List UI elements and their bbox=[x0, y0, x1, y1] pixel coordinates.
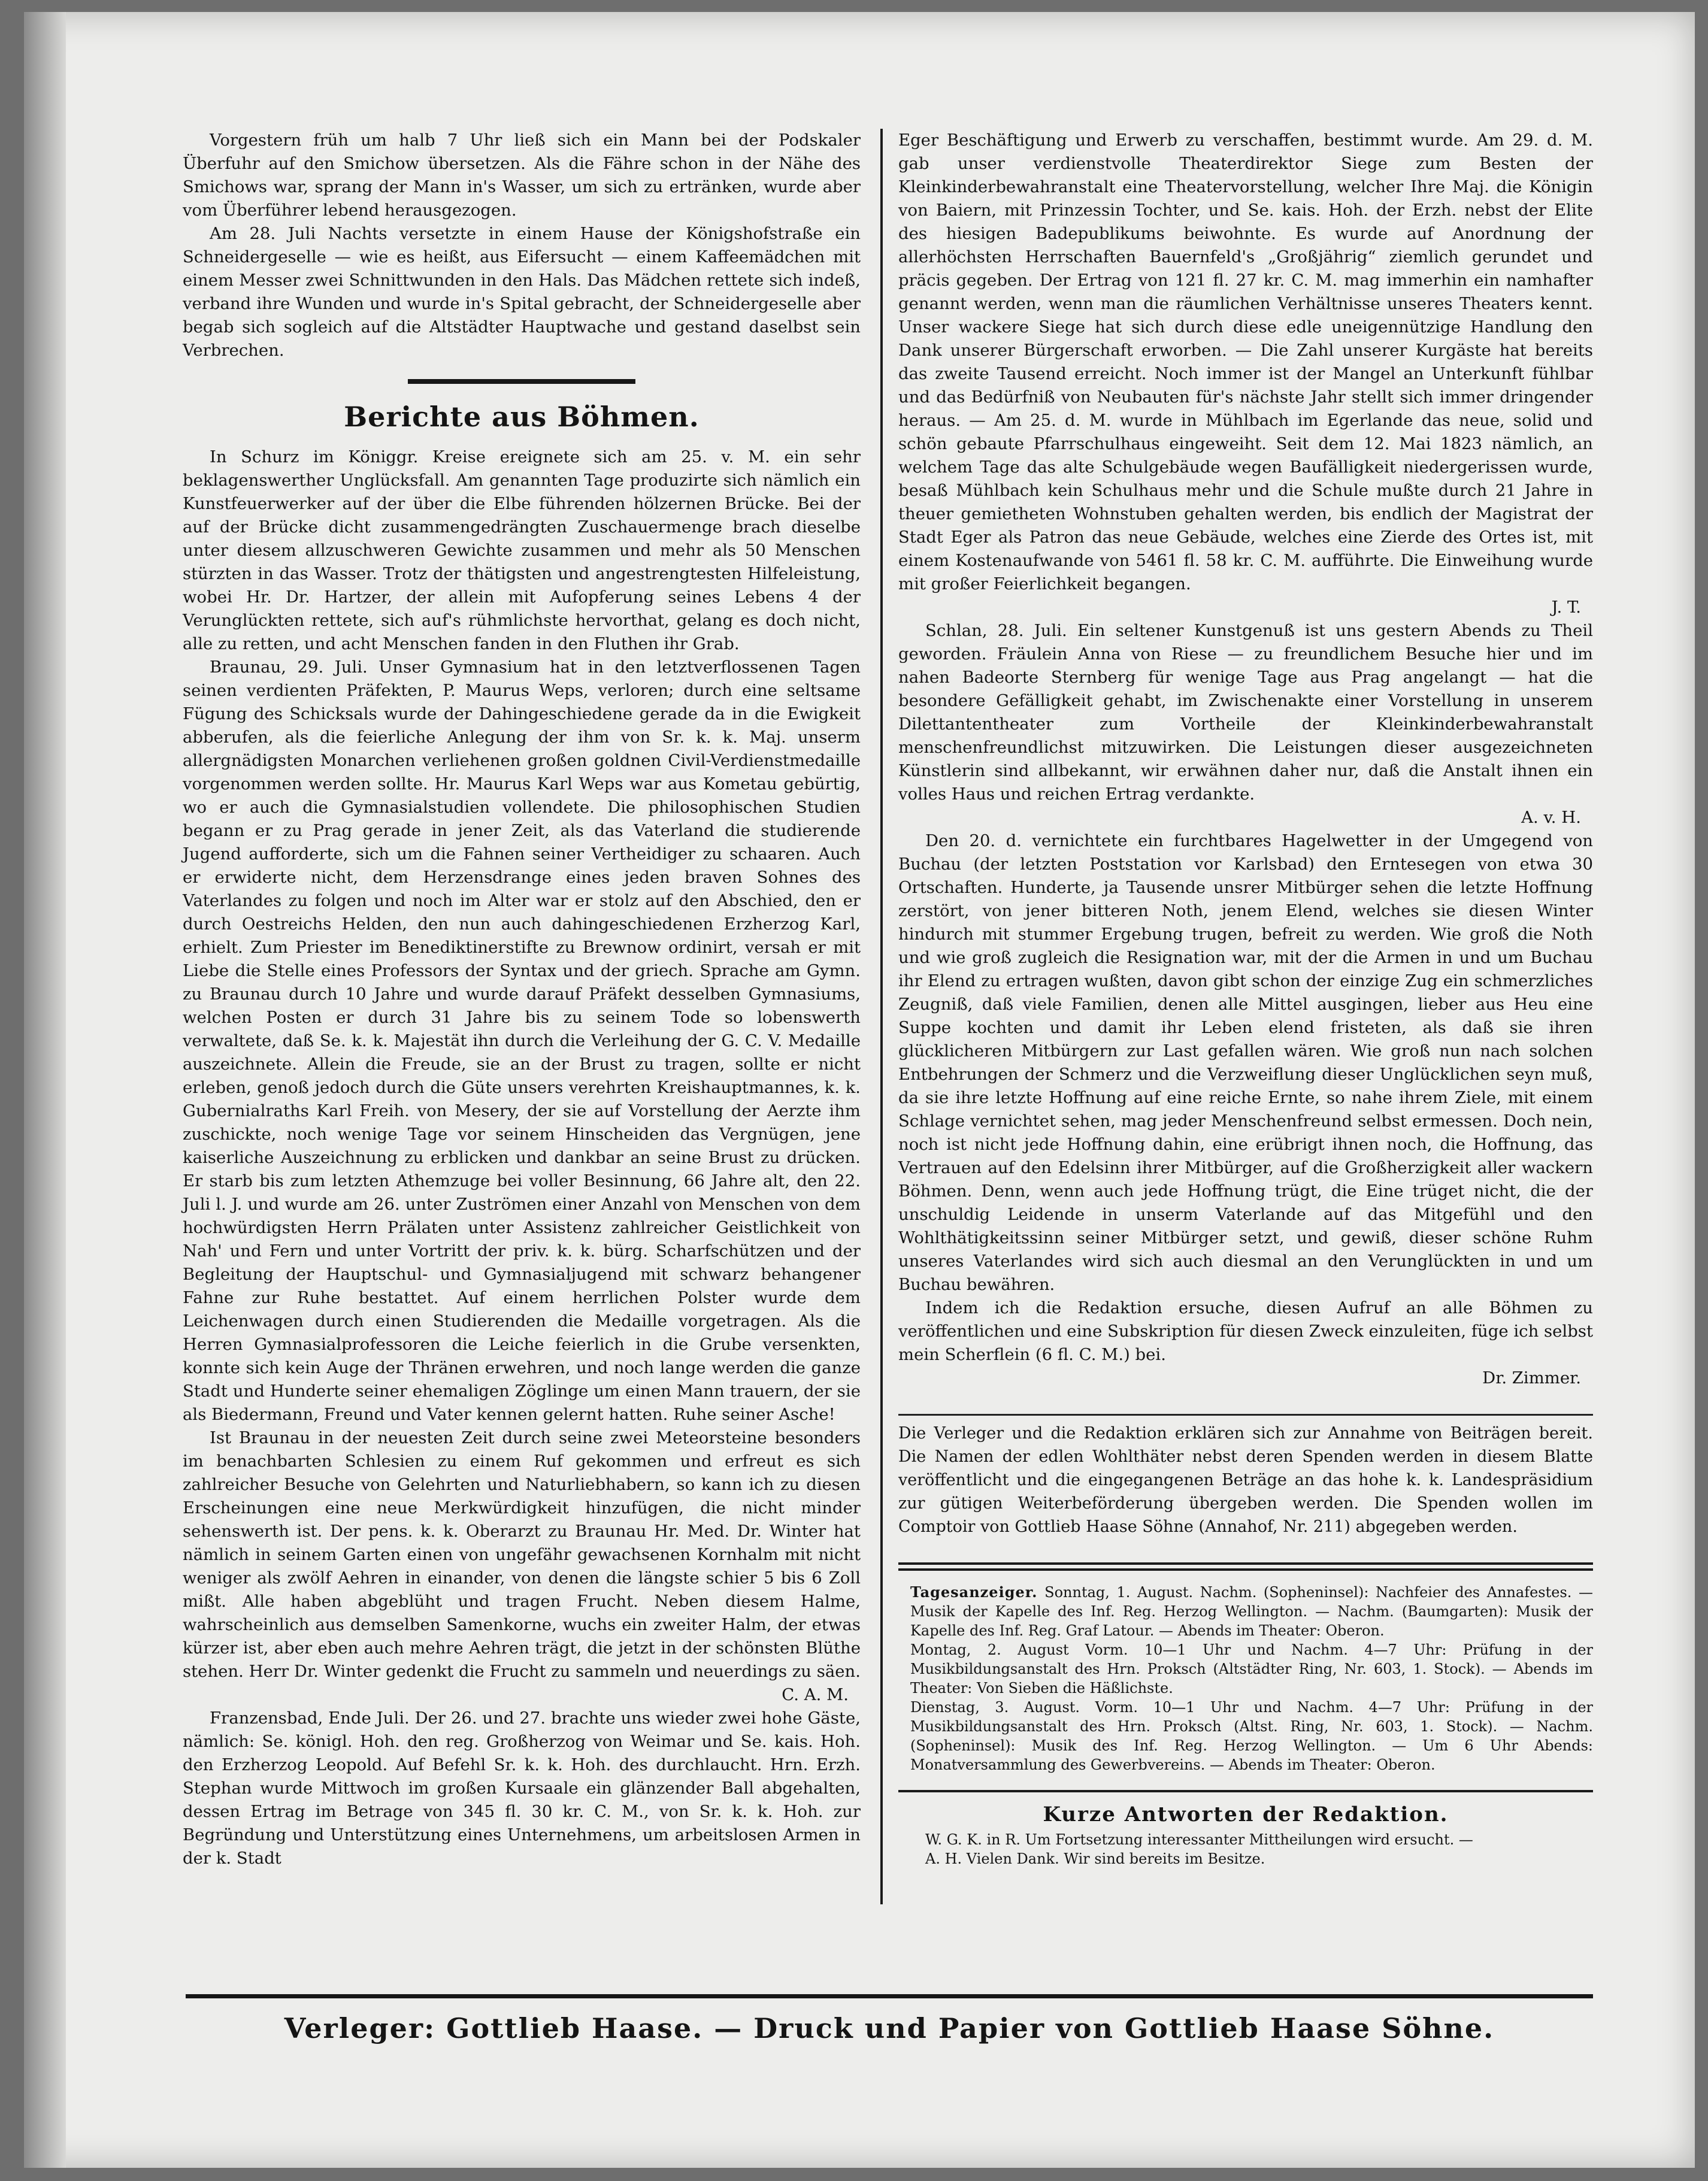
editorial-note bbox=[898, 1414, 1593, 1538]
double-divider bbox=[898, 1562, 1593, 1571]
report-continued: Eger Beschäftigung und Erwerb zu verschaffen, bestimmt wurde. Am 29. d. M. gab unser verdienstvolle Theaterdirektor Siege zum Besten der Kleinkinderbewahranstalt eine Theatervorstellung, welcher Ihre Maj. die Königin von Baiern, mit Prinzessin Tochter, und Se. kais. Hoh. der Erzh. nebst der Elite des hiesigen Badepublikums beiwohnte. Es wurde auf Anordnung der allerhöchsten Herrschaften Bauernfeld's „Großjährig“ ziemlich gerundet und präcis gegeben. Der Ertrag von 121 fl. 27 kr. C. M. mag immerhin ein namhafter genannt werden, wenn man die räumlichen Verhältnisse unseres Theaters kennt. Unser wackere Siege hat sich durch diese edle uneigennützige Handlung den Dank unserer Bürgerschaft erworben. — Die Zahl unserer Kurgäste hat bereits das zweite Tausend erreicht. Noch immer ist der Mangel an Unterkunft fühlbar und das Bedürfniß von Neubauten für's nächste Jahr stellt sich immer dringender heraus. — Am 25. d. M. wurde in Mühlbach im Egerlande das neue, solid und schön gebaute Pfarrschulhaus eingeweiht. Seit dem 12. Mai 1823 nämlich, an welchem Tage das alte Schulgebäude wegen Baufälligkeit niedergerissen wurde, besaß Mühlbach kein Schulhaus mehr und die Schule mußte durch 21 Jahre in theuer gemietheten Wohnstuben gehalten werden, bis endlich der Magistrat der Stadt Eger als Patron das neue Gebäude, welches eine Zierde des Ortes ist, mit einem Kostenaufwande von 5461 fl. 58 kr. C. M. aufführte. Die Einweihung wurde mit großer Feierlichkeit begangen. bbox=[898, 131, 1593, 593]
signature: Dr. Zimmer. bbox=[1482, 1368, 1581, 1388]
footer-divider bbox=[186, 1994, 1593, 1998]
page-binding-edge bbox=[24, 12, 66, 2168]
report-schurz: In Schurz im Königgr. Kreise ereignete sich am 25. v. M. ein sehr beklagenswerther Unglücksfall. Am genannten Tage produzirte sich nämlich ein Kunstfeuerwerker auf der über die Elbe führenden hölzernen Brücke. Bei der auf der Brücke dicht zusammengedrängten Zuschauermenge brach dieselbe unter diesem allzuschweren Gewichte zusammen und mehr als 50 Menschen stürzten in das Wasser. Trotz der thätigsten und angestrengtesten Hilfeleistung, wobei Hr. Dr. Hartzer, der allein mit Aufopferung seines Lebens 4 der Verunglückten rettete, sich auf's rühmlichste hervorthat, gelang es doch nicht, alle zu retten, und acht Menschen fanden in den Fluthen ihr Grab. bbox=[183, 447, 861, 653]
section-title: Berichte aus Böhmen. bbox=[344, 401, 699, 433]
kurz-title: Kurze Antworten der Redaktion. bbox=[1043, 1803, 1449, 1826]
tagesanzeiger-entry: Dienstag, 3. August. Vorm. 10—1 Uhr und Nachm. 4—7 Uhr: Prüfung in der Musikbildungsanstalt des Hrn. Proksch (Altst. Ring, Nr. 603, 1. Stock). — Nachm. (Sopheninsel): Musik des Inf. Reg. Herzog Wellington. — Um 6 Uhr Abends: Monatversammlung des Gewerbvereins. — Abends im Theater: Oberon. bbox=[910, 1699, 1593, 1773]
column-divider bbox=[880, 129, 883, 1904]
report-braunau: Braunau, 29. Juli. Unser Gymnasium hat in den letztverflossenen Tagen seinen verdienten Präfekten, P. Maurus Weps, verloren; durch eine seltsame Fügung des Schicksals wurde der Dahingeschiedene gerade da in die Ewigkeit abberufen, als die feierliche Anlegung der ihm von Sr. k. k. Maj. unserm allergnädigsten Monarchen verliehenen großen goldnen Civil-Verdienstmedaille vorgenommen werden sollte. Hr. Maurus Karl Weps war aus Kometau gebürtig, wo er auch die Gymnasialstudien vollendete. Die philosophischen Studien begann er zu Prag gerade in jener Zeit, als das Vaterland die studierende Jugend aufforderte, sich um die Fahnen seiner Vertheidiger zu schaaren. Auch er erwiderte nicht, dem Herzensdrange eines jeden braven Sohnes des Vaterlandes zu folgen und noch im Alter war er stolz auf den Abschied, den er durch Oestreichs Helden, den nun auch dahingeschiedenen Erzherzog Karl, erhielt. Zum Priester im Benediktinerstifte zu Brewnow ordinirt, versah er mit Liebe die Stelle eines Professors der Syntax und der griech. Sprache am Gymn. zu Braunau durch 10 Jahre und wurde darauf Präfekt desselben Gymnasiums, welchen Posten er durch 31 Jahre bis zu seinem Tode so lobenswerth verwaltete, daß Se. k. k. Majestät ihn durch die Verleihung der G. C. V. Medaille auszeichnete. Allein die Freude, sie an der Brust zu tragen, sollte er nicht erleben, genoß jedoch durch die Güte unsers verehrten Kreishauptmannes, k. k. Gubernialraths Karl Freih. von Mesery, der sie auf Vorstellung der Aerzte ihm zuschickte, noch wenige Tage vor seinem Hinscheiden das Vergnügen, jene kaiserliche Auszeichnung zu erblicken und dankbar an seine Brust zu drücken. Er starb bis zum letzten Athemzuge bei voller Besinnung, 66 Jahre alt, den 22. Juli l. J. und wurde am 26. unter Zuströmen einer Anzahl von Menschen von dem hochwürdigsten Herrn Prälaten unter Assistenz zahlreicher Geistlichkeit von Nah' und Fern und unter Vortritt der priv. k. k. bürg. Scharfschützen und der Begleitung der Hauptschul- und Gymnasialjugend mit schwarz behangener Fahne zur Ruhe bestattet. Auf einem herrlichen Polster wurde dem Leichenwagen durch einen Studierenden die Medaille vorgetragen. Als die Herren Gymnasialprofessoren die Leiche feierlich in die Grube versenkten, konnte sich kein Auge der Thränen erwehren, und noch lange werden die ganze Stadt und Hunderte seiner ehemaligen Zöglinge um einen Mann trauern, der sie als Biedermann, Freund und Vater kennen gelernt hatten. Ruhe seiner Asche! bbox=[183, 658, 861, 1424]
tagesanzeiger-entry: Sonntag, 1. August. Nachm. (Sopheninsel): Nachfeier des Annafestes. — Musik der Kapelle des Inf. Reg. Herzog Wellington. — Nachm. (Baumgarten): Musik der Kapelle des Inf. Reg. Graf Latour. — Abends im Theater: Oberon. bbox=[910, 1584, 1593, 1639]
kurz-entry: W. G. K. in R. Um Fortsetzung interessanter Mittheilungen wird ersucht. — bbox=[925, 1831, 1473, 1848]
report-braunau-meteor: Ist Braunau in der neuesten Zeit durch seine zwei Meteorsteine besonders im benachbarten Schlesien zu einem Ruf gekommen und erfreut es sich zahlreicher Besuche von Gelehrten und Naturliebhabern, so kann ich zu diesen Erscheinungen eine neue Merkwürdigkeit hinzufügen, die nicht minder sehenswerth ist. Der pens. k. k. Oberarzt zu Braunau Hr. Med. Dr. Winter hat nämlich in seinem Garten einen von ungefähr gewachsenen Kornhalm mit nicht weniger als zwölf Aehren in einander, von denen die längste schier 5 bis 6 Zoll mißt. Alle haben abgeblüht und tragen Frucht. Neben diesem Halme, wahrscheinlich aus demselben Samenkorne, wuchs ein zweiter Halm, der etwas kürzer ist, aber eben auch mehre Aehren trägt, die jetzt in der schönsten Blüthe stehen. Herr Dr. Winter gedenkt die Frucht zu sammeln und neuerdings zu säen. bbox=[183, 1428, 861, 1681]
news-item: Vorgestern früh um halb 7 Uhr ließ sich ein Mann bei der Podskaler Überfuhr auf den Smichow übersetzen. Als die Fähre schon in der Nähe des Smichows war, sprang der Mann in's Wasser, um sich zu ertränken, wurde aber vom Überführer lebend herausgezogen. bbox=[183, 131, 861, 220]
editorial-note-text: Die Verleger und die Redaktion erklären sich zur Annahme von Beiträgen bereit. Die Namen der edlen Wohlthäter nebst deren Spenden werden in diesem Blatte veröffentlicht und die eingegangenen Beträge an das hohe k. k. Landespräsidium zur gütigen Weiterbeförderung übergeben werden. Die Spenden wollen im Comptoir von Gottlieb Haase Söhne (Annahof, Nr. 211) abgegeben werden. bbox=[898, 1424, 1593, 1536]
report-schlan: Schlan, 28. Juli. Ein seltener Kunstgenuß ist uns gestern Abends zu Theil geworden. Fräulein Anna von Riese — zu freundlichem Besuche hier und im nahen Badeorte Sternberg für wenige Tage aus Prag angelangt — hat die besondere Gefälligkeit gehabt, im Zwischenakte einer Vorstellung in unserem Dilettantentheater zum Vortheile der Kleinkinderbewahranstalt menschenfreundlichst mitzuwirken. Die Leistungen dieser ausgezeichneten Künstlerin sind allbekannt, wir erwähnen daher nur, daß die Anstalt ihnen ein volles Haus und reichen Ertrag verdankte. bbox=[898, 621, 1593, 804]
signature: A. v. H. bbox=[1521, 808, 1581, 827]
signature: C. A. M. bbox=[782, 1685, 849, 1704]
appeal-text: Indem ich die Redaktion ersuche, diesen Aufruf an alle Böhmen zu veröffentlichen und eine Subskription für diesen Zweck einzuleiten, füge ich selbst mein Scherflein (6 fl. C. M.) bei. bbox=[898, 1298, 1593, 1364]
section-divider bbox=[408, 379, 635, 384]
newspaper-page bbox=[24, 12, 1695, 2168]
report-hagelwetter: Den 20. d. vernichtete ein furchtbares Hagelwetter in der Umgegend von Buchau (der letzten Poststation vor Karlsbad) den Erntesegen von etwa 30 Ortschaften. Hunderte, ja Tausende unsrer Mitbürger sehen die letzte Hoffnung zerstört, von jener bitteren Noth, jenem Elend, welches sie diesen Winter hindurch mit stummer Ergebung trugen, befreit zu werden. Wie groß die Noth und wie groß zugleich die Resignation war, mit der die Armen in und um Buchau ihr Elend zu ertragen wußten, davon gibt schon der einzige Zug ein schmerzliches Zeugniß, daß viele Familien, denen alle Mittel ausgingen, lieber aus Heu eine Suppe kochten und damit ihr Leben elend fristeten, als daß sie ihren glücklicheren Mitbürgern zur Last gefallen wären. Wie groß nun nach solchen Entbehrungen der Schmerz und die Verzweiflung dieser Unglücklichen seyn muß, da sie ihre letzte Hoffnung auf eine reiche Ernte, so nahe ihrem Ziele, mit einem Schlage vernichtet sehen, mag jeder Menschenfreund selbst ermessen. Doch nein, noch ist nicht jede Hoffnung dahin, eine erübrigt ihnen noch, die Hoffnung, das Vertrauen auf den Edelsinn ihrer Mitbürger, auf die Großherzigkeit aller wackern Böhmen. Denn, wenn auch jede Hoffnung trügt, die Eine trüget nicht, die der unschuldig Leidende in unserm Vaterlande auf das Mitgefühl und den Wohlthätigkeitssinn seiner Mitbürger setzt, und gewiß, dieser schöne Ruhm unseres Vaterlandes wird sich auch diesmal an den Verunglückten in und um Buchau bewähren. bbox=[898, 831, 1593, 1294]
right-column bbox=[898, 129, 1593, 1868]
tagesanzeiger-entry: Montag, 2. August Vorm. 10—1 Uhr und Nachm. 4—7 Uhr: Prüfung in der Musikbildungsanstalt des Hrn. Proksch (Altstädter Ring, Nr. 603, 1. Stock). — Abends im Theater: Von Sieben die Häßlichste. bbox=[910, 1641, 1593, 1697]
tagesanzeiger-title: Tagesanzeiger. bbox=[910, 1583, 1038, 1601]
kurz-entry: A. H. Vielen Dank. Wir sind bereits im Besitze. bbox=[925, 1850, 1265, 1867]
left-column bbox=[183, 129, 861, 1870]
kurz-antworten bbox=[898, 1830, 1593, 1868]
news-item: Am 28. Juli Nachts versetzte in einem Hause der Königshofstraße ein Schneidergeselle — wie es heißt, aus Eifersucht — einem Kaffeemädchen mit einem Messer zwei Schnittwunden in den Hals. Das Mädchen rettete sich indeß, verband ihre Wunden und wurde in's Spital gebracht, der Schneidergeselle aber begab sich sogleich auf die Altstädter Hauptwache und gestand daselbst sein Verbrechen. bbox=[183, 224, 861, 360]
publisher-footer: Verleger: Gottlieb Haase. — Druck und Papier von Gottlieb Haase Söhne. bbox=[284, 2012, 1495, 2044]
divider bbox=[898, 1790, 1593, 1792]
signature: J. T. bbox=[1551, 598, 1581, 617]
report-franzensbad: Franzensbad, Ende Juli. Der 26. und 27. brachte uns wieder zwei hohe Gäste, nämlich: Se. königl. Hoh. den reg. Großherzog von Weimar und Se. kais. Hoh. den Erzherzog Leopold. Auf Befehl Sr. k. k. Hoh. des durchlaucht. Hrn. Erzh. Stephan wurde Mittwoch im großen Kursaale ein glänzender Ball abgehalten, dessen Ertrag im Betrage von 345 fl. 30 kr. C. M., von Sr. k. k. Hoh. zur Begründung und Unterstützung eines Unternehmens, um arbeitslosen Armen in der k. Stadt bbox=[183, 1709, 861, 1868]
tagesanzeiger bbox=[898, 1583, 1593, 1774]
